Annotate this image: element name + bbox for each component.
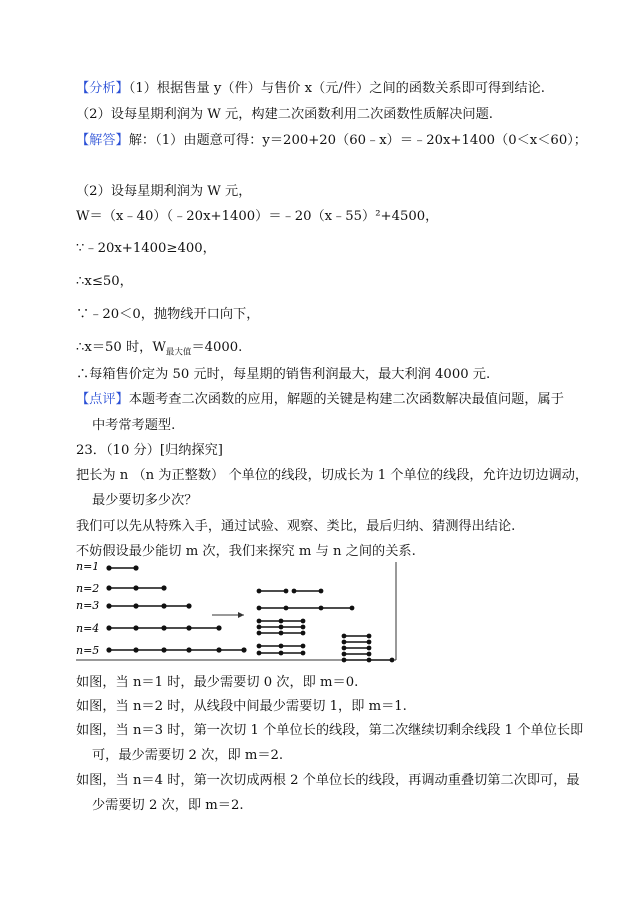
solution-line-3: W＝（x﹣40）（﹣20x+1400）＝﹣20（x﹣55）²+4500， <box>76 209 439 224</box>
solution-line-5: ∴x≤50， <box>76 274 133 289</box>
case-n4-line-1: 如图，当 n＝4 时，第一次切成两根 2 个单位长的线段，再调动重叠切第二次即可，最 <box>76 773 580 788</box>
comment-line-1: 【点评】本题考查二次函数的应用，解题的关键是构建二次函数解决最值问题，属于 <box>76 392 564 407</box>
case-n4-line-2: 少需要切 2 次，即 m＝2. <box>92 798 244 813</box>
segment-n2 <box>106 585 166 590</box>
solution-tag: 【解答】 <box>76 133 129 148</box>
label-n5: n=5 <box>76 644 100 657</box>
cut-step-2 <box>257 619 306 636</box>
comment-tag: 【点评】 <box>76 392 129 407</box>
cut-step-3 <box>257 644 306 656</box>
comment-line-2: 中考常考题型. <box>92 418 176 433</box>
solution-line-4: ∵﹣20x+1400≥400， <box>76 241 216 256</box>
segment-cut-figure <box>76 562 416 664</box>
case-n2: 如图，当 n＝2 时，从线段中间最少需要切 1，即 m＝1. <box>76 699 407 714</box>
analysis-line-2: （2）设每星期利润为 W 元，构建二次函数利用二次函数性质解决问题. <box>76 107 493 122</box>
solution-line-1: 【解答】解：（1）由题意可得：y＝200+20（60﹣x）＝﹣20x+1400（0＜x＜60）； <box>76 133 587 148</box>
problem-23-line-4: 不妨假设最少能切 m 次，我们来探究 m 与 n 之间的关系. <box>76 544 416 559</box>
case-n1: 如图，当 n＝1 时，最少需要切 0 次，即 m＝0. <box>76 675 359 690</box>
case-n3-line-1: 如图，当 n＝3 时，第一次切 1 个单位长的线段，第二次继续切剩余线段 1 个单位长即 <box>76 723 584 738</box>
problem-23-title: 23．（10 分）[归纳探究] <box>76 443 223 458</box>
label-n1: n=1 <box>76 562 100 573</box>
max-value-subscript: 最大值 <box>165 347 192 358</box>
problem-23-line-1: 把长为 n （n 为正整数） 个单位的线段，切成长为 1 个单位的线段，允许边切边调动， <box>76 468 589 483</box>
solution-line-2: （2）设每星期利润为 W 元， <box>76 184 252 199</box>
solution-line-7: ∴x＝50 时，$W_{最大值}=4000$. <box>76 340 243 358</box>
segment-n5 <box>106 647 246 652</box>
segment-n3 <box>106 603 191 608</box>
cut-step-4 <box>342 634 395 663</box>
solution-line-6: ∵﹣20＜0，抛物线开口向下， <box>76 307 260 322</box>
analysis-tag: 【分析】 <box>76 81 129 96</box>
problem-23-line-2: 最少要切多少次？ <box>92 493 198 508</box>
case-n3-line-2: 可，最少需要切 2 次，即 m＝2. <box>92 748 284 763</box>
solution-line-8: ∴每箱售价定为 50 元时，每星期的销售利润最大，最大利润 4000 元. <box>76 367 491 382</box>
label-n3: n=3 <box>76 599 100 612</box>
label-n2: n=2 <box>76 582 100 595</box>
problem-23-line-3: 我们可以先从特殊入手，通过试验、观察、类比，最后归纳、猜测得出结论. <box>76 519 516 534</box>
label-n4: n=4 <box>76 622 100 635</box>
segment-n1 <box>106 565 138 570</box>
cut-step-1 <box>257 589 355 611</box>
analysis-line-1: 【分析】（1）根据售量 y（件）与售价 x（元/件）之间的函数关系即可得到结论. <box>76 81 545 96</box>
segment-n4 <box>106 625 221 630</box>
arrow-icon <box>212 612 244 618</box>
